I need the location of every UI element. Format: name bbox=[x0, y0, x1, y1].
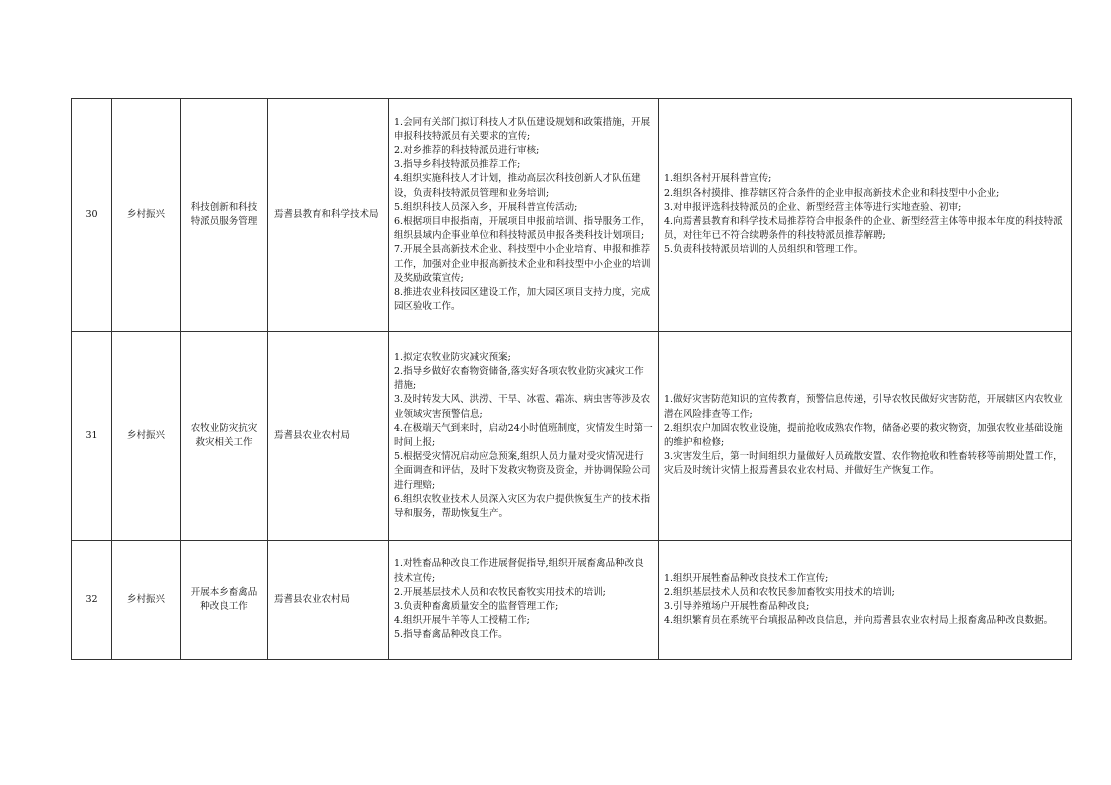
duty-line: 6.根据项目申报指南，开展项目申报前培训、指导服务工作，组织县域内企事业单位和科技特派员申报各类科技计划项目; bbox=[394, 216, 651, 242]
duty-line: 1.会同有关部门拟订科技人才队伍建设规划和政策措施，开展申报科技特派员有关要求的宣传; bbox=[394, 116, 651, 142]
duty-line: 4.组织繁育员在系统平台填报品种改良信息，并向焉耆县农业农村局上报畜禽品种改良数据。 bbox=[664, 615, 1054, 627]
duty-line: 7.开展全县高新技术企业、科技型中小企业培育、申报和推荐工作，加强对企业申报高新技术企业和科技型中小企业的培训及奖励政策宣传; bbox=[394, 244, 651, 284]
department-cell bbox=[268, 99, 389, 332]
duty-line: 6.组织农牧业技术人员深入灾区为农户提供恢复生产的技术指导和服务，帮助恢复生产。 bbox=[394, 493, 651, 520]
town-duties-cell bbox=[659, 541, 1072, 660]
duty-line: 3.及时转发大风、洪涝、干旱、冰雹、霜冻、病虫害等涉及农业领域灾害预警信息; bbox=[394, 394, 651, 420]
item-text: 开展本乡畜禽品种改良工作 bbox=[190, 586, 258, 612]
item-cell bbox=[181, 332, 268, 541]
category-cell: 乡村振兴 bbox=[112, 99, 181, 332]
duty-line: 3.引导养殖场户开展牲畜品种改良; bbox=[664, 601, 810, 612]
table-row bbox=[72, 332, 1072, 541]
duty-line: 8.推进农业科技园区建设工作，加大园区项目支持力度，完成园区验收工作。 bbox=[394, 287, 651, 313]
department-text: 焉耆县农业农村局 bbox=[274, 593, 351, 605]
county-duties-cell bbox=[389, 541, 659, 660]
department-text: 焉耆县农业农村局 bbox=[274, 429, 351, 441]
item-text: 科技创新和科技特派员服务管理 bbox=[190, 201, 258, 227]
category-cell: 乡村振兴 bbox=[112, 332, 181, 541]
county-duties-cell bbox=[389, 99, 659, 332]
department-cell bbox=[268, 541, 389, 660]
table-row bbox=[72, 99, 1072, 332]
row-number: 30 bbox=[72, 99, 112, 332]
duty-line: 2.组织各村摸排、推荐辖区符合条件的企业申报高新技术企业和科技型中小企业; bbox=[664, 187, 1000, 199]
duty-line: 5.根据受灾情况启动应急预案,组织人员力量对受灾情况进行全面调查和评估，及时下发救灾物资及资金，并协调保险公司进行理赔; bbox=[394, 451, 651, 491]
duty-line: 3.指导乡科技特派员推荐工作; bbox=[394, 159, 521, 171]
duty-line: 2.组织农户加固农牧业设施，提前抢收成熟农作物，储备必要的救灾物资，加强农牧业基础设施的维护和检修; bbox=[664, 422, 1063, 448]
item-text: 农牧业防灾抗灾救灾相关工作 bbox=[190, 422, 258, 448]
item-cell bbox=[181, 541, 268, 660]
duty-line: 5.组织科技人员深入乡，开展科普宣传活动; bbox=[394, 201, 578, 213]
duty-line: 2.对乡推荐的科技特派员进行审核; bbox=[394, 144, 540, 156]
duty-line: 5.指导畜禽品种改良工作。 bbox=[394, 629, 508, 641]
town-duties-cell bbox=[659, 99, 1072, 332]
duty-line: 5.负责科技特派员培训的人员组织和管理工作。 bbox=[664, 244, 864, 256]
duty-line: 2.指导乡做好农畜物资储备,落实好各项农牧业防灾减灾工作措施; bbox=[394, 365, 644, 392]
responsibility-table bbox=[71, 98, 1072, 660]
duty-line: 4.向焉耆县教育和科学技术局推荐符合申报条件的企业、新型经营主体等申报本年度的科技特派员，对往年已不符合续聘条件的科技特派员推荐解聘; bbox=[664, 216, 1063, 242]
duty-line: 1.组织开展牲畜品种改良技术工作宣传; bbox=[664, 572, 829, 584]
duty-line: 3.灾害发生后，第一时间组织力量做好人员疏散安置、农作物抢收和牲畜转移等前期处置工作，灾后及时统计灾情上报焉耆县农业农村局、并做好生产恢复工作。 bbox=[664, 451, 1063, 477]
county-duties-cell bbox=[389, 332, 659, 541]
duty-line: 4.组织开展牛羊等人工授精工作; bbox=[394, 615, 530, 627]
duty-line: 1.组织各村开展科普宣传; bbox=[664, 173, 772, 185]
duty-line: 1.对牲畜品种改良工作进展督促指导,组织开展畜禽品种改良技术宣传; bbox=[394, 558, 644, 584]
duty-line: 1.拟定农牧业防灾减灾预案; bbox=[394, 351, 511, 363]
duty-line: 4.组织实施科技人才计划，推动高层次科技创新人才队伍建设，负责科技特派员管理和业务培训; bbox=[394, 173, 641, 199]
row-number: 32 bbox=[72, 541, 112, 660]
duty-line: 3.负责种畜禽质量安全的监督管理工作; bbox=[394, 601, 559, 612]
row-number: 31 bbox=[72, 332, 112, 541]
duty-line: 3.对申报评选科技特派员的企业、新型经营主体等进行实地查验、初审; bbox=[664, 201, 962, 213]
department-cell bbox=[268, 332, 389, 541]
duty-line: 2.开展基层技术人员和农牧民畜牧实用技术的培训; bbox=[394, 586, 606, 598]
duty-line: 1.做好灾害防范知识的宣传教育，预警信息传递，引导农牧民做好灾害防范，开展辖区内农牧业潜在风险排查等工作; bbox=[664, 394, 1063, 420]
town-duties-cell bbox=[659, 332, 1072, 541]
duty-line: 4.在极端天气到来时，启动24小时值班制度，灾情发生时第一时间上报; bbox=[394, 422, 653, 448]
duty-line: 2.组织基层技术人员和农牧民参加畜牧实用技术的培训; bbox=[664, 586, 895, 598]
category-cell: 乡村振兴 bbox=[112, 541, 181, 660]
table-row bbox=[72, 541, 1072, 660]
department-text: 焉耆县教育和科学技术局 bbox=[274, 208, 379, 220]
item-cell bbox=[181, 99, 268, 332]
